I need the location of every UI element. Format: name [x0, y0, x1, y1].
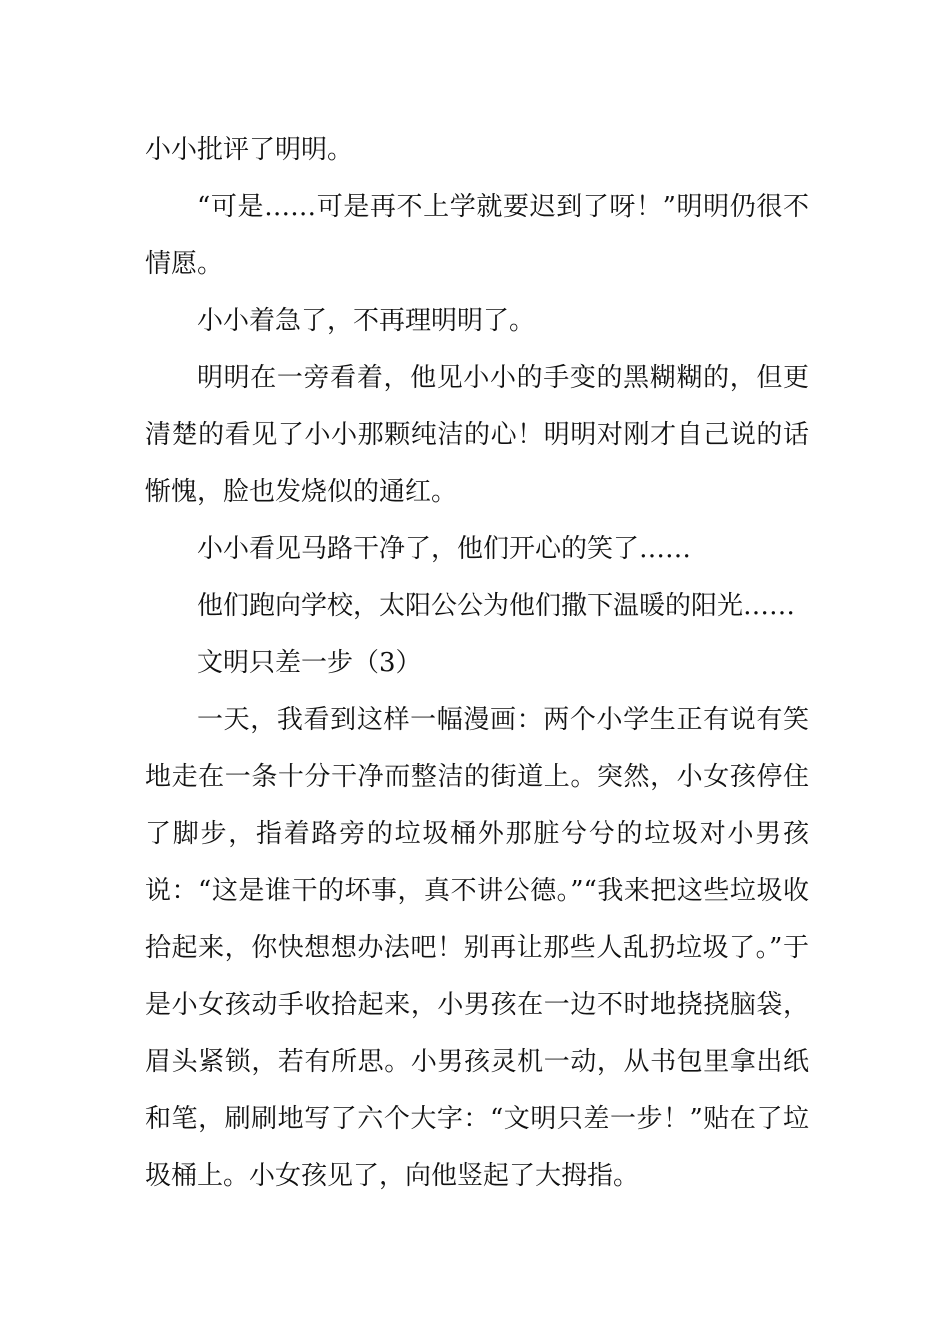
- section-heading: 文明只差一步（3）: [197, 648, 422, 678]
- paragraph: 小小看见马路干净了，他们开心的笑了……: [197, 534, 692, 564]
- paragraph: 他们跑向学校，太阳公公为他们撒下温暖的阳光……: [197, 591, 796, 621]
- paragraph: 小小批评了明明。: [145, 135, 354, 165]
- paragraph: “可是……可是再不上学就要迟到了呀！”明明仍很不情愿。: [145, 192, 809, 279]
- paragraph: 明明在一旁看着，他见小小的手变的黑糊糊的，但更清楚的看见了小小那颗纯洁的心！明明对刚才自己说的话惭愧，脸也发烧似的通红。: [145, 363, 809, 507]
- paragraph: 小小着急了，不再理明明了。: [197, 306, 536, 336]
- document-body: [145, 122, 809, 1205]
- paragraph: 一天，我看到这样一幅漫画：两个小学生正有说有笑地走在一条十分干净而整洁的街道上。突然，小女孩停住了脚步，指着路旁的垃圾桶外那脏兮兮的垃圾对小男孩说：“这是谁干的坏事，真不讲公德。”“我来把这些垃圾收拾起来，你快想想办法吧！别再让那些人乱扔垃圾了。”于是小女孩动手收拾起来，小男孩在一边不时地挠挠脑袋，眉头紧锁，若有所思。小男孩灵机一动，从书包里拿出纸和笔，刷刷地写了六个大字：“文明只差一步！”贴在了垃圾桶上。小女孩见了，向他竖起了大拇指。: [145, 705, 809, 1191]
